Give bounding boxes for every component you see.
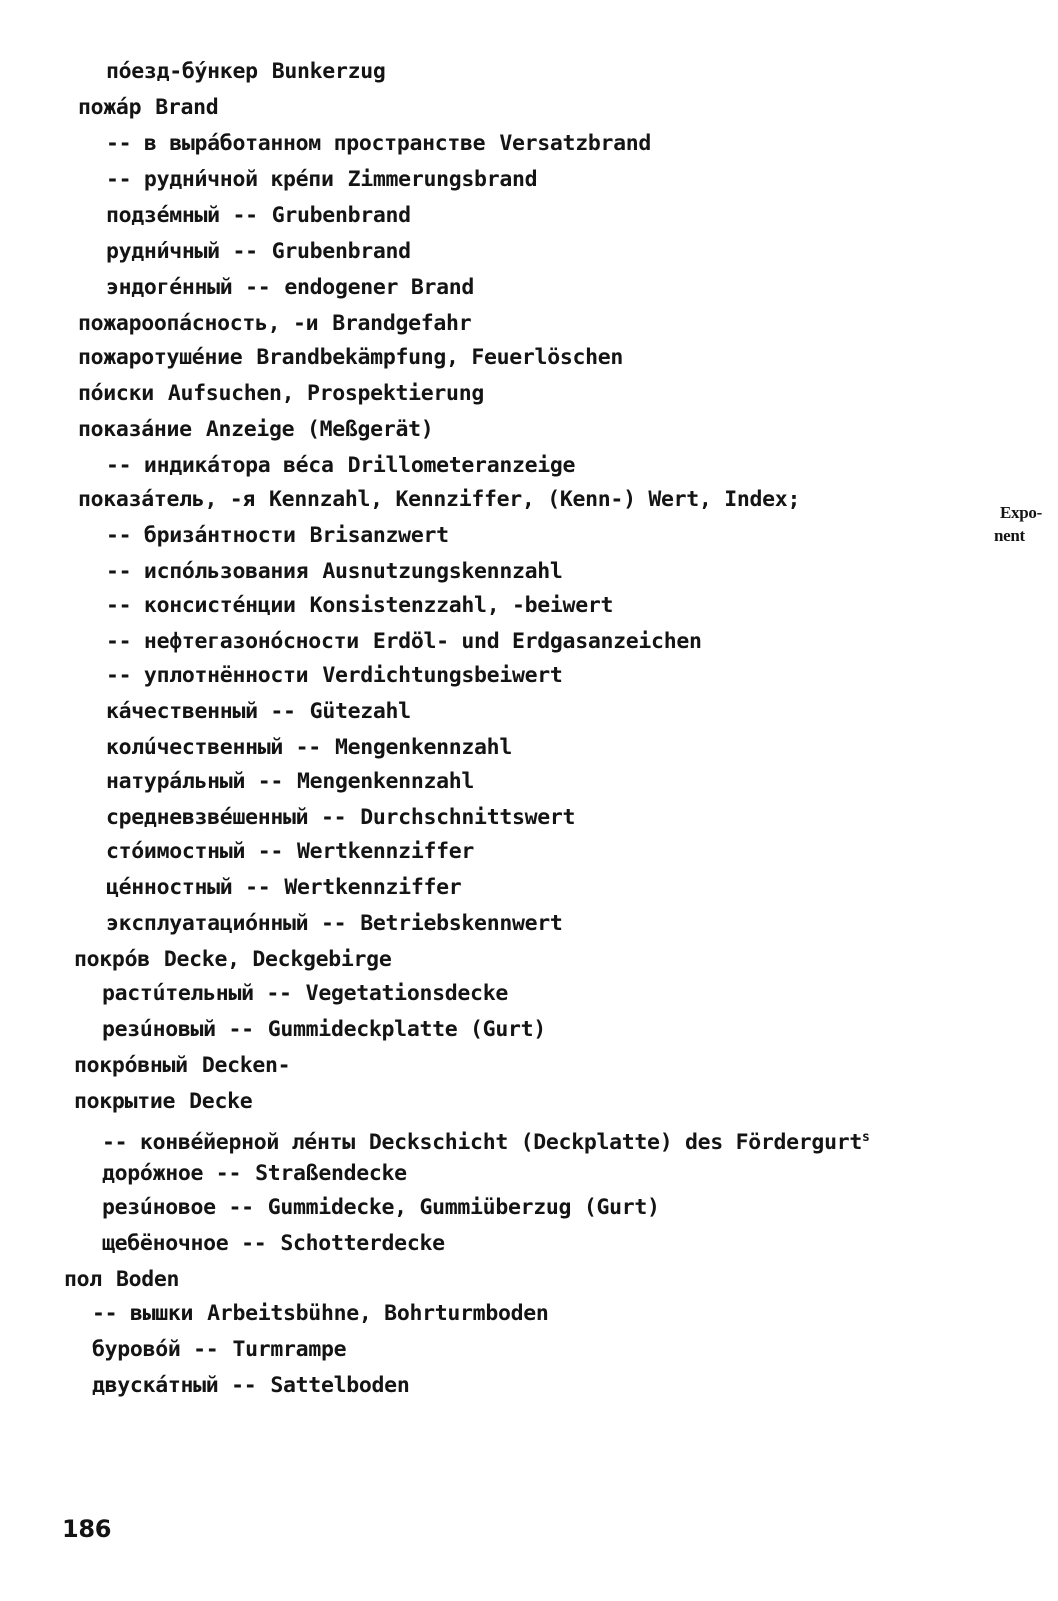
entry-de: Erdöl- und Erdgasanzeichen <box>372 629 702 654</box>
entry-sub <box>102 1016 546 1044</box>
entry-de: Mengenkennzahl <box>297 769 475 794</box>
entry-ru: резúновое -- <box>102 1195 254 1220</box>
entry-sub <box>106 130 651 158</box>
entry-de: Decke, Deckgebirge <box>163 947 392 972</box>
entry-de: Brandbekämpfung, Feuerlöschen <box>256 345 624 370</box>
entry-de: Bunkerzug <box>271 59 386 84</box>
entry-sub <box>106 910 563 938</box>
entry-ru: натурáльный -- <box>106 769 284 794</box>
entry-ru: покрытие <box>74 1089 176 1114</box>
entry-sub <box>92 1372 409 1400</box>
entry-de: Versatzbrand <box>499 131 652 156</box>
entry-headword <box>74 1088 252 1116</box>
entry-ru: пóезд-бýнкер <box>106 59 258 84</box>
entry-headword <box>78 310 471 338</box>
entry-ru: эндогéнный -- <box>106 275 271 300</box>
entry-de: Gummidecke, Gummiüberzug (Gurt) <box>267 1195 660 1220</box>
entry-de: Schotterdecke <box>280 1231 445 1256</box>
entry-de: Wertkennziffer <box>297 839 475 864</box>
entry-ru: -- вышки <box>92 1301 194 1326</box>
entry-de: Ausnutzungskennzahl <box>322 559 563 584</box>
entry-ru: эксплуатациóнный -- <box>106 911 347 936</box>
entry-ru: пожаротушéние <box>78 345 243 370</box>
entry-de: Verdichtungsbeiwert <box>322 663 563 688</box>
entry-poezd-bunker <box>106 58 386 86</box>
entry-de: Straßendecke <box>255 1161 407 1186</box>
entry-ru: стóимостный -- <box>106 839 284 864</box>
entry-de: Anzeige (Meßgerät) <box>205 417 434 442</box>
entry-sub <box>102 1230 445 1258</box>
entry-de: Deckschicht (Deckplatte) des Fördergurt <box>368 1130 863 1156</box>
entry-sub <box>92 1300 549 1328</box>
entry-ru: средневзвéшенный -- <box>106 805 347 830</box>
entry-headword <box>78 380 484 408</box>
entry-sub <box>106 804 575 832</box>
page-number: 186 <box>62 1515 112 1543</box>
entry-de: Wertkennziffer <box>284 875 462 900</box>
entry-de: Drillometeranzeige <box>347 453 576 478</box>
entry-sub <box>106 768 474 796</box>
entry-headword <box>78 416 433 444</box>
entry-ru: пол <box>64 1267 102 1292</box>
entry-de: Grubenbrand <box>271 203 411 228</box>
entry-de: Decken- <box>201 1053 291 1078</box>
entry-de: Zimmerungsbrand <box>347 167 538 192</box>
entry-de: Brisanzwert <box>309 523 449 548</box>
entry-headword <box>74 1052 290 1080</box>
exponent-top: Expo- <box>1000 503 1042 522</box>
entry-de: Vegetationsdecke <box>305 981 508 1006</box>
entry-sub <box>102 1160 407 1188</box>
entry-sub <box>106 628 702 656</box>
entry-sub <box>106 662 563 690</box>
entry-ru: показáние <box>78 417 192 442</box>
entry-headword <box>64 1266 179 1294</box>
entry-ru: пóиски <box>78 381 154 406</box>
entry-ru: пожароопáсность, -и <box>78 311 319 336</box>
entry-ru: -- нефтегазонóсности <box>106 629 359 654</box>
entry-sub <box>106 522 449 550</box>
entry-ru: щебёночное -- <box>102 1231 267 1256</box>
entry-sub <box>92 1336 346 1364</box>
entry-de: Grubenbrand <box>271 239 411 264</box>
entry-headword <box>78 344 623 372</box>
entry-de: Durchschnittswert <box>360 805 576 830</box>
entry-ru: колúчественный -- <box>106 735 321 760</box>
entry-ru: цéнностный -- <box>106 875 271 900</box>
entry-sub <box>106 874 461 902</box>
entry-ru: -- испóльзования <box>106 559 309 584</box>
entry-ru: -- уплотнённости <box>106 663 309 688</box>
entry-sub <box>106 202 411 230</box>
entry-ru: -- в вырáботанном пространстве <box>106 131 486 156</box>
entry-ru: кáчественный -- <box>106 699 296 724</box>
exponent-bottom: nent <box>994 526 1025 545</box>
entry-sub <box>106 238 411 266</box>
entry-sub <box>106 166 537 194</box>
entry-pozhar <box>78 94 218 122</box>
entry-ru: -- конвéйерной лéнты <box>102 1130 355 1156</box>
entry-ru: пожáр <box>78 95 142 120</box>
entry-ru: -- рудни́чной крéпи <box>106 167 334 192</box>
entry-sub <box>106 274 474 302</box>
entry-ru: -- бризáнтности <box>106 523 296 548</box>
entry-de: Betriebskennwert <box>360 911 563 936</box>
entry-ru: покрóвный <box>74 1053 188 1078</box>
entry-sub <box>106 734 512 762</box>
entry-sub <box>102 1124 870 1157</box>
fordergurt-suffix: s <box>862 1130 870 1145</box>
entry-ru: дорóжное -- <box>102 1161 242 1186</box>
entry-de: Turmrampe <box>232 1337 347 1362</box>
entry-ru: показáтель, -я <box>78 487 256 512</box>
entry-ru: подзéмный -- <box>106 203 258 228</box>
entry-ru: двускáтный -- <box>92 1373 257 1398</box>
entry-sub <box>106 838 474 866</box>
entry-de: Sattelboden <box>270 1373 410 1398</box>
entry-ru: покрóв <box>74 947 150 972</box>
entry-pokazatel <box>78 486 800 514</box>
entry-sub <box>102 1194 660 1222</box>
entry-ru: -- консистéнции <box>106 593 296 618</box>
entry-de: Arbeitsbühne, Bohrturmboden <box>207 1301 549 1326</box>
entry-ru: -- индикáтора вéса <box>106 453 334 478</box>
entry-de: Konsistenzzahl, -beiwert <box>309 593 614 618</box>
entry-de: endogener Brand <box>284 275 475 300</box>
entry-de: Mengenkennzahl <box>334 735 512 760</box>
entry-sub <box>102 980 508 1008</box>
entry-ru: резúновый -- <box>102 1017 254 1042</box>
entry-de: Kennzahl, Kennziffer, (Kenn-) Wert, Index; <box>269 487 801 512</box>
entry-de: Gummideckplatte (Gurt) <box>267 1017 546 1042</box>
entry-de: Brandgefahr <box>332 311 472 336</box>
entry-ru: рудни́чный -- <box>106 239 258 264</box>
entry-de: Decke <box>189 1089 253 1114</box>
entry-headword <box>74 946 391 974</box>
entry-sub <box>106 452 575 480</box>
entry-sub <box>106 592 613 620</box>
entry-ru: буровóй -- <box>92 1337 219 1362</box>
entry-sub <box>106 558 563 586</box>
entry-ru: растúтельный -- <box>102 981 292 1006</box>
entry-de: Aufsuchen, Prospektierung <box>167 381 484 406</box>
entry-de: Brand <box>155 95 219 120</box>
entry-de: Boden <box>115 1267 180 1292</box>
entry-de: Gütezahl <box>309 699 411 724</box>
entry-sub <box>106 698 411 726</box>
